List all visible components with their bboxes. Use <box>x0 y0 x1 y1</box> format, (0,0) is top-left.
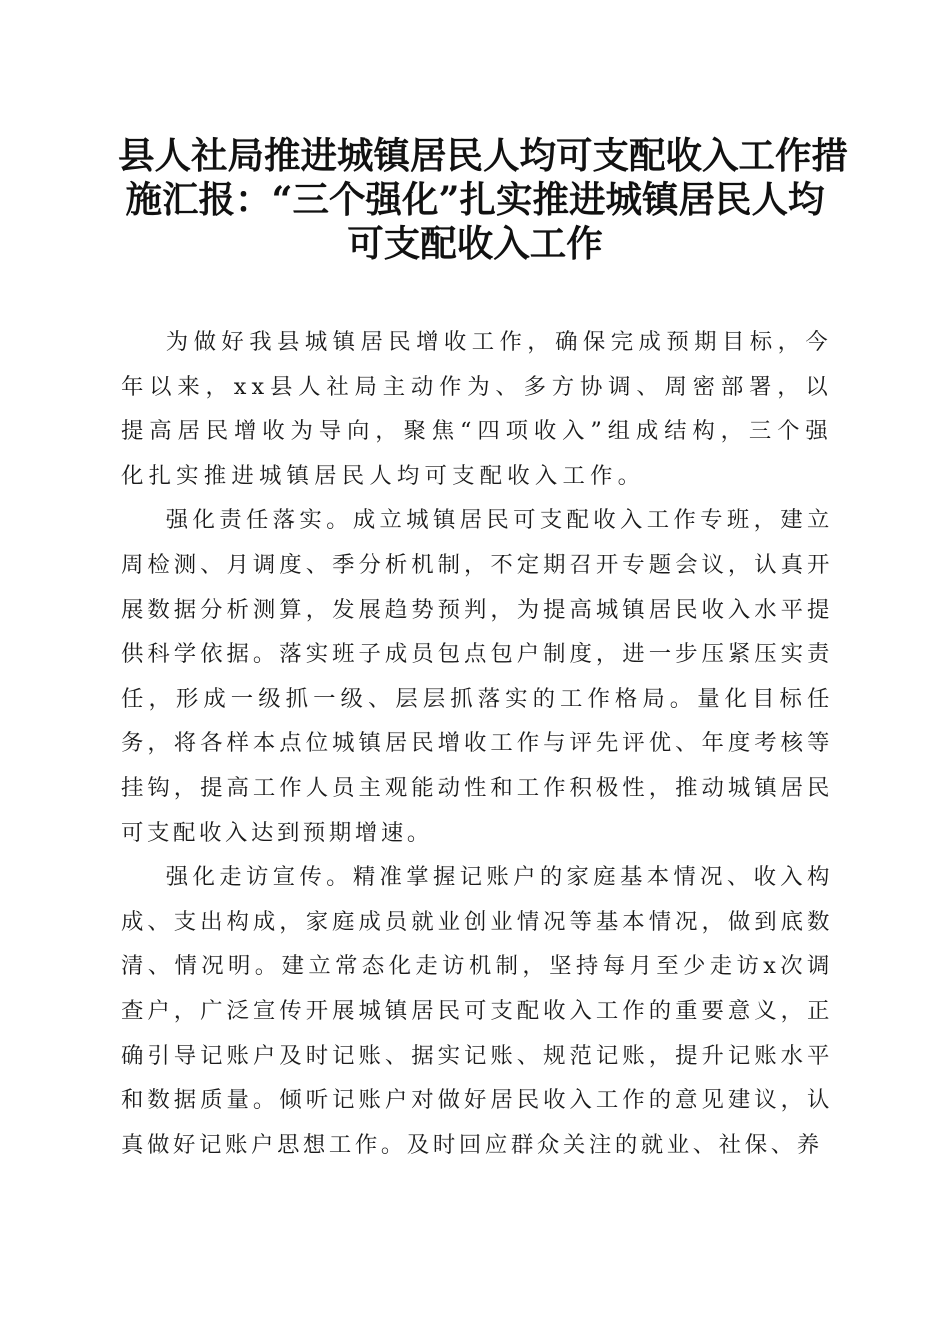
paragraph-responsibility: 强化责任落实。成立城镇居民可支配收入工作专班，建立周检测、月调度、季分析机制，不定期召开专题会议，认真开展数据分析测算，发展趋势预判，为提高城镇居民收入水平提供科学依据。落实班子成员包点包户制度，进一步压紧压实责任，形成一级抓一级、层层抓落实的工作格局。量化目标任务，将各样本点位城镇居民增收工作与评先评优、年度考核等挂钩，提高工作人员主观能动性和工作积极性，推动城镇居民可支配收入达到预期增速。 <box>121 507 833 846</box>
paragraph-visits-publicity: 强化走访宣传。精准掌握记账户的家庭基本情况、收入构成、支出构成，家庭成员就业创业情况等基本情况，做到底数清、情况明。建立常态化走访机制，坚持每月至少走访x次调查户，广泛宣传开展城镇居民可支配收入工作的重要意义，正确引导记账户及时记账、据实记账、规范记账，提升记账水平和数据质量。倾听记账户对做好居民收入工作的意见建议，认真做好记账户思想工作。及时回应群众关注的就业、社保、养 <box>121 864 833 1158</box>
document-title <box>118 134 848 266</box>
paragraph-intro: 为做好我县城镇居民增收工作，确保完成预期目标，今年以来，xx县人社局主动作为、多方协调、周密部署，以提高居民增收为导向，聚焦“四项收入”组成结构，三个强化扎实推进城镇居民人均可支配收入工作。 <box>121 329 833 489</box>
document-body <box>121 320 833 1167</box>
title-line-3: 可支配收入工作 <box>347 222 603 265</box>
title-line-1: 县人社局推进城镇居民人均可支配收入工作措 <box>118 134 848 177</box>
title-line-2: 施汇报：“三个强化”扎实推进城镇居民人均 <box>125 178 825 221</box>
